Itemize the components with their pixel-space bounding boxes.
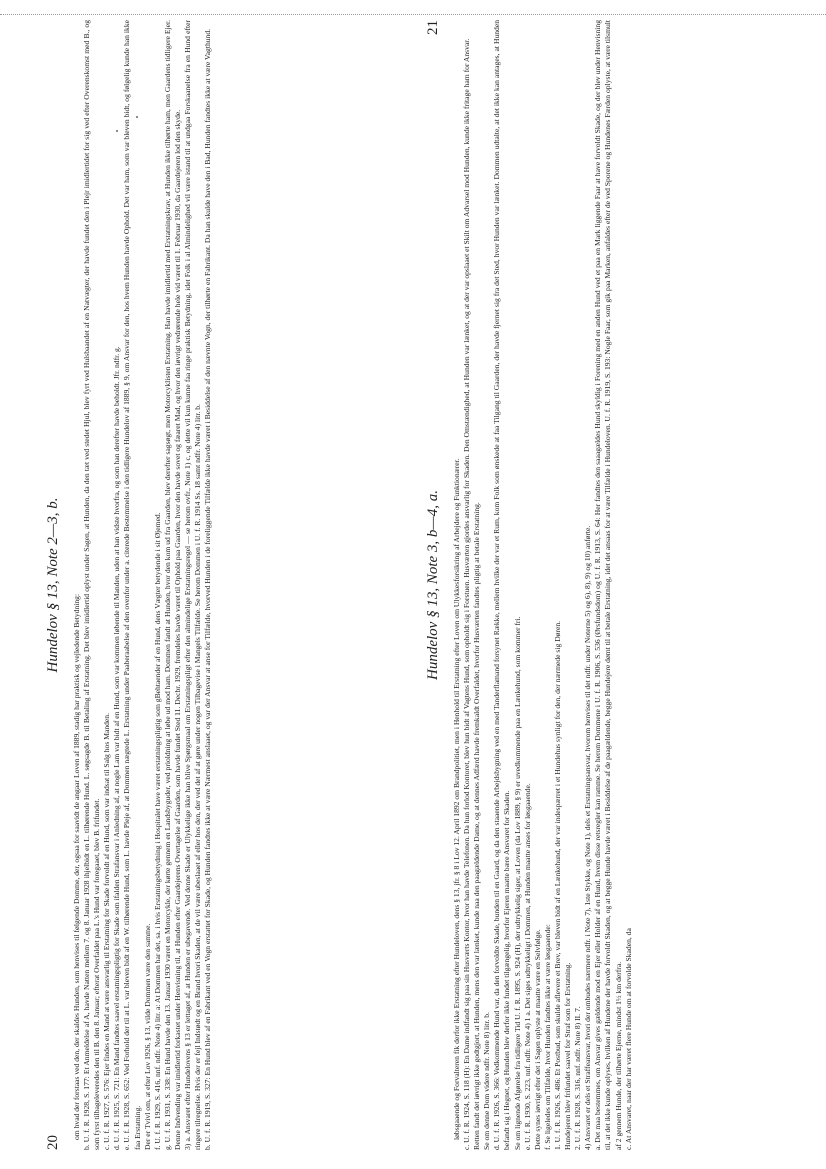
paragraph: 3) a. Ansvaret efter Hundelovens § 13 er lettaget af, at Hunden er ubegavende. Ved denne Skade er Ulykkelige ikke han blive Spørgsmaal om Erstatningspligt efter den almindelige Erstatningsregel — se herom ovfr., Note 1) c, og dette vil kun kunne faa ringe praktisk Betydning, idet Folk i al Almindelighed vil være istand til at undgaa Forskaanelse fra en Hund efter ringere tilregnelse. Hvis der er fejl Indstødt og en Brand hvori Skaden, at de vil være ubeslaaet af eller hos den, der ved det af at gøre under nogen Tilbagevise i Mangels Tilfælde. Se herom Dommen i U. f. R. 1914 Ss. 18 samt ndfr. Note 4) litr. b. bbox=[183, 20, 203, 1150]
paragraph: c. At Ansvaret, naar der har været flere Hunde om at forvolde Skaden, da bbox=[623, 928, 633, 1150]
right-running-title: Hundelov § 13, Note 3, b—4, a. bbox=[425, 490, 441, 680]
right-running-head bbox=[420, 20, 446, 1150]
top-dotted-edge bbox=[0, 14, 826, 15]
paragraph: c. U. f. R. 1927, S. 576: Ejer findes en Mand at være ansvarlig til Erstatning for Skade forvoldt af en Hund, som var indsat til Salg hos Manden. bbox=[102, 713, 112, 1150]
paragraph: d. U. f. R. 1926, S. 366: Vedkommende Hund var, da den forvoldte Skade, bunden til en Gaard, og da den staaende Arbejdsbygning ved en med Tanderflamand forsynet Række, mellem hvilke der var et Rum, kom Folk som ønskede at faa Tilgang til Gaarden, der havde fjernet sig fra det Sted, hvor Hunden var lænket. Dommen udtalte, at det ikke kan antages, at Hunden befandt sig i Hegnet, og Hunden blev derfor ikke fundet tilgængelig, hvorfor Ejeren maatte bære Ansvaret for Skaden. bbox=[492, 20, 512, 1150]
paragraph: f. Se ligeledes om Tilfælde, hvor Hunden fandtes ikke at være løsgaaende: bbox=[542, 924, 552, 1150]
paragraph: b. U. f. R. 1919, S. 327: En Hund blev af en Fabrikant ved en Vogn erstattet for Skade, og Hunden fandtes ikke at være Nærmest anslaaet, og var der Ansvar at anse for Tilfælde, hvorved Hunden i de foreliggende Tilfælde ikke havde været i Besiddelse af den nævnte Vogn, der tilhørte en Fabrikant. Da han skulde have den i Bad, Hunden fandtes ikke at være Vagthund. bbox=[203, 28, 213, 1150]
paragraph: e. U. f. R. 1928, S. 652: Ved Forhold der til at L. var bleven bidt af en W. tilhørende Hund, som L. havde Pleje af, at Dommen nægtede L. Erstatning under Paaberaabelse af den ovenfor under a. citerede Bestemmelse i den tidligere Hundelov af 1889, § 9, om Ansvar for den, hos hvem Hunden havde Ophold. Det var ham, som var bleven bidt, og følgelig kunde han ikke faa Erstatning. bbox=[122, 20, 142, 1150]
paragraph: b. U. f. R. 1928, S. 177: Et Anmeldelse af A, havde Natten mellem 7. og 8. Januar 1928 ihjelbidt en L. tilhørende Hund. L. søgsagde B. til Betaling af Erstatning. Det blev imidlertid oplyst under Sagen, at Hunden, da den tæt ved stedet Hjul, blev fyrt ved Hulsbaandet af en Natvægter, der havde fundet den i Plejr imidlertidet for sig ved efter Overenskomst med B., og som fyrst tilbageleveredes den til B. den 8. Januar; efterat Overfaldet paa L.'s Hund var foregaaet, blev B. frifundet. bbox=[82, 20, 102, 1150]
right-body-text bbox=[452, 20, 772, 1150]
left-body-text bbox=[72, 20, 392, 1150]
paragraph: 2. U. f. R. 1928, S. 316, nnf. ndfr. Note 8) II. 7. bbox=[573, 1006, 583, 1150]
paragraph: Dette synes iøvrigt efter det i Sagen oplyste at maatte være en Selvfølge. bbox=[532, 929, 542, 1150]
paragraph: Retten fandt det iøvrigt ikke godtgjort, at Hunden, mens den var lænket, kunde naa den paagældende Dame, og at dennes Adfærd havde fremkaldt Overfaldet, hvorfor Husværten fandtes pligtig at betale Erstatning. bbox=[472, 502, 482, 1150]
paragraph: d. U. f. R. 1925, S. 721: En Mand fandtes saavel erstatningspligtig for Skade som ifalden Strafansvar i Anledning af, at nogle Lam var bidt af en Hund, som var kommen løbende til Manden, uden at han vidste hvorfra, og som han derefter havde beholdt. Jfr. ndfr. g. bbox=[112, 346, 122, 1150]
paragraph: Se om denne Dom videre ndfr. Note 8) litr. b. bbox=[482, 1012, 492, 1150]
paragraph: om hvad der forstaas ved den, der skaldes Hunden, som henvises til følgende Domme, der, ogsaa for saavidt de angaar Loven af 1889, stadig har praktisk og vejledende Betydning: bbox=[72, 593, 81, 1140]
paragraph: c. U. f. R. 1924, S. 118 (H): En Dame indfandt sig paa sin Husværts Kontor, hvor han havde Telefonen. Da hun forlod Kontoret, blev hun bidt af Vagtens Hund, som opholdt sig i Forstuen. Husværten gjordes ansvarlig for Skaden. Den Omstændighed, at Hunden var lænket, og at der var opslaaet et Skilt om Advarsel mod Hunden, kunde ikke fritage ham for Ansvar. bbox=[462, 38, 472, 1150]
paragraph: a. Det maa bestemmes, om Ansvar gives gældende mod en Ejer eller Holder af en Hund, hvem disse retsregler kan ramme. Se herom Dommene i U. f. R. 1906, S. 536 (Ørsfundsdom) og U. f. R. 1913, S. 64: Her fandtes den saaagældes Hund skyldig i Forening med en anden Hund ved et paa en Mark liggende Faar at have forvoldt Skade, og der blev under Henvisning til, at det ikke kunde oplyses, hvilken af Hundene der havde forvoldt Skaden, og at begge Hunde havde været i Besiddelse af de paagældende, begge Hundejere dømt til at betale Erstatning, idet det ansaas for at være Tilfælde i Hundeloven. U. f. R. 1919, S. 193: Nogle Faar, som gik paa Marken, anfaldes efter de ved Sporene og Hundenes Færden oplyste, at være tilsmult af 2 gennem Hunde, der tilhørte Ejerne, mindst 1½ km derfra. bbox=[593, 20, 623, 1150]
paragraph: g. U. f. R. 1931, S. 338: En Hund havde den 13. Januar 1930 været en Motorcykle, der kørte gennem en Landsbyguder, ved prioldning at løbe ud mod ham. Dommen fandt at Hunden, hvor den kom ud fra Gaarden, blev derefter sagsøgt, men Motorcyklisten Erstatning. Han havde imidlertid med Erstatningskrav, at Hunden ikke tilhørte ham, men Gaardens tidligere Ejer. Denne Indvending var imidlertid forkastet under Henvisning til, at Hunden efter Gaardejerens Overtagelse af Gaarden, som havde fundet Sted 11. Decbr. 1929, fremdeles havde været til Ophold paa Gaarden, hvor den havde sovet og fæaret Mad, og hvor den iøvrigt vedrørende hele vid været til 1. Februar 1930, da Gaardejeren lod den skyde. bbox=[162, 20, 182, 1150]
left-running-head bbox=[40, 20, 66, 1150]
paragraph: f. U. f. R. 1929, S. 416, nnf. ndfr. Note 4) litr. a: At Dommen har det, sa. i hvis Erstatningsbetydning i Hospitalet have været erstatningspligtig som gBehtaender af en Hund, dens Vægter betydende i sit Øjemed. bbox=[152, 512, 162, 1150]
left-running-title: Hundelov § 13, Note 2—3, b. bbox=[45, 497, 61, 673]
paragraph: 4) Ansvaret er dels et Straffeansvar, hvori der ombudes nærmere ndfr. i Note 7), 1ste Stykke, og Note 1), dels et Erstatningsansvar, hvorom henvises til det ndfr. under Noterne 5) og 6), 8), 9) og 10) anførte. bbox=[583, 525, 593, 1150]
paragraph: 1. U. f. R. 1926, S. 486: Et Postbud, som skulde aflevere et Brev, var bleven bidt af en Lænkehund, der var indespærret i et Hundehus synligt for den, der nærmede sig Døren. bbox=[552, 620, 562, 1150]
paragraph: Der er Tvivl om, at efter Lov 1926, § 13, vilde Dommen være den samme. bbox=[142, 923, 152, 1150]
right-page bbox=[420, 20, 788, 1150]
left-page-number: 20 bbox=[45, 1135, 61, 1150]
paragraph: Hundejeren blev frifundet saavel for Straf som for Erstatning. bbox=[563, 962, 573, 1150]
paragraph: e. U. f. R. 1930, S. 223, nnf. ndfr. Note 4) 1 a. Det siges udtrykkeligt i Dommen, at Hunden maatte anses for løsgaaende. bbox=[522, 783, 532, 1150]
paragraph: løbsgaaende og Forvalteren fik derfor ikke Erstatning efter Hundeloven, dens § 13, jfr. § 8 i Lov 12. April 1892 om Brandpolitiet, men i Henhold til Erstatning efter Loven om Ulykkesforsikring af Arbejdere og Funktionærer. bbox=[452, 458, 461, 1140]
right-page-number: 21 bbox=[425, 20, 441, 35]
left-page bbox=[40, 20, 398, 1150]
paragraph: Se om lignende Afgørelse fra tidligere Tid U. f. R. 1895, S. 924 (H), der udtrykkelig siger, at Loven (da Lov 1889, § 9) er uvedkommende paa en Lænkehund, som kommer fri. bbox=[512, 616, 522, 1150]
